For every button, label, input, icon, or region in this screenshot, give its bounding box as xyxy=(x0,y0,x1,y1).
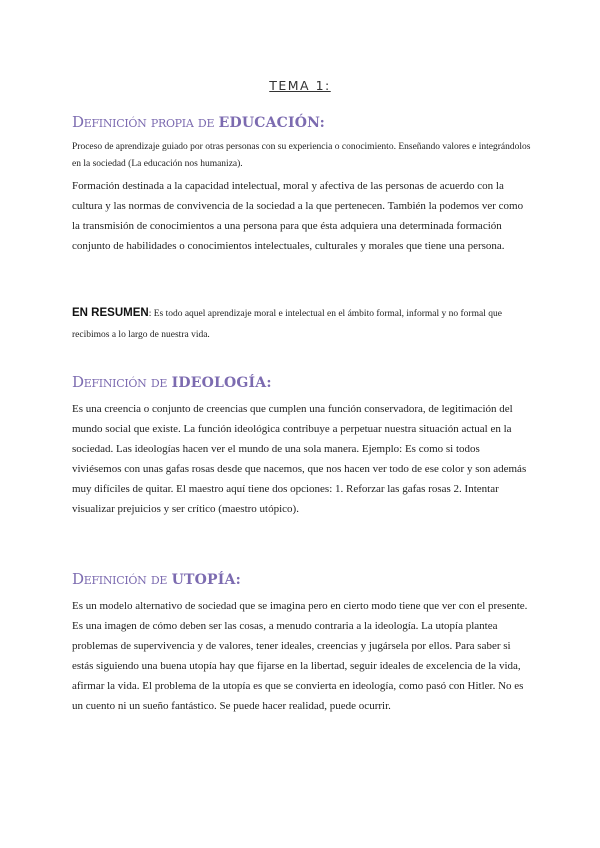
heading-ideologia-term: IDEOLOGÍA: xyxy=(171,375,272,391)
paragraph-educacion-2: Formación destinada a la capacidad intelectual, moral y afectiva de las personas de acuerdo con la cultura y las normas de convivencia de la sociedad a la que pertenecen. También la podemos ver como la transmisión de conocimientos a una persona para que ésta adquiera una determinada formación conjunto de habilidades o conocimientos intelectuales, culturales y morales que tiene una persona. xyxy=(72,180,524,252)
heading-educacion-prefix: Definición propia de xyxy=(72,113,219,131)
paragraph-educacion-1: Proceso de aprendizaje guiado por otras personas con su experiencia o conocimiento. Enseñando valores e integrándolos en la sociedad (La educación nos humaniza). xyxy=(72,142,531,169)
resumen-text: : Es todo aquel aprendizaje moral e intelectual en el ámbito formal, informal y no formal que recibimos a lo largo de nuestra vida. xyxy=(72,309,502,340)
paragraph-resumen xyxy=(72,303,532,345)
heading-utopia xyxy=(72,570,241,588)
heading-utopia-term: UTOPÍA: xyxy=(171,572,241,588)
heading-utopia-prefix: Definición de xyxy=(72,570,172,588)
page-title: TEMA 1: xyxy=(269,78,331,93)
paragraph-utopia: Es un modelo alternativo de sociedad que se imagina pero en cierto modo tiene que ver con el presente. Es una imagen de cómo deben ser las cosas, a menudo contraria a la ideología. La utopía plantea problemas de supervivencia y de valores, tener ideales, creencias y jugársela por ellos. Para saber si estás siguiendo una buena utopía hay que fijarse en la libertad, seguir ideales de excelencia de la vida, afirmar la vida. El problema de la utopía es que se convierta en ideología, como pasó con Hitler. No es un cuento ni un sueño fantástico. Se puede hacer realidad, puede ocurrir. xyxy=(72,600,528,712)
heading-ideologia xyxy=(72,373,272,391)
resumen-label: EN RESUMEN xyxy=(72,307,149,319)
heading-ideologia-prefix: Definición de xyxy=(72,373,172,391)
heading-educacion xyxy=(72,113,325,131)
paragraph-ideologia: Es una creencia o conjunto de creencias que cumplen una función conservadora, de legitimación del mundo social que existe. La función ideológica contribuye a perpetuar nuestra situación actual en la sociedad. Las ideologías hacen ver el mundo de una sola manera. Ejemplo: Es como si todos viviésemos con unas gafas rosas desde que nacemos, que nos hacen ver todo de ese color y son además muy difíciles de quitar. El maestro aquí tiene dos opciones: 1. Reforzar las gafas rosas 2. Intentar visualizar prejuicios y ser crítico (maestro utópico). xyxy=(72,403,527,515)
heading-educacion-term: EDUCACIÓN: xyxy=(218,115,326,131)
